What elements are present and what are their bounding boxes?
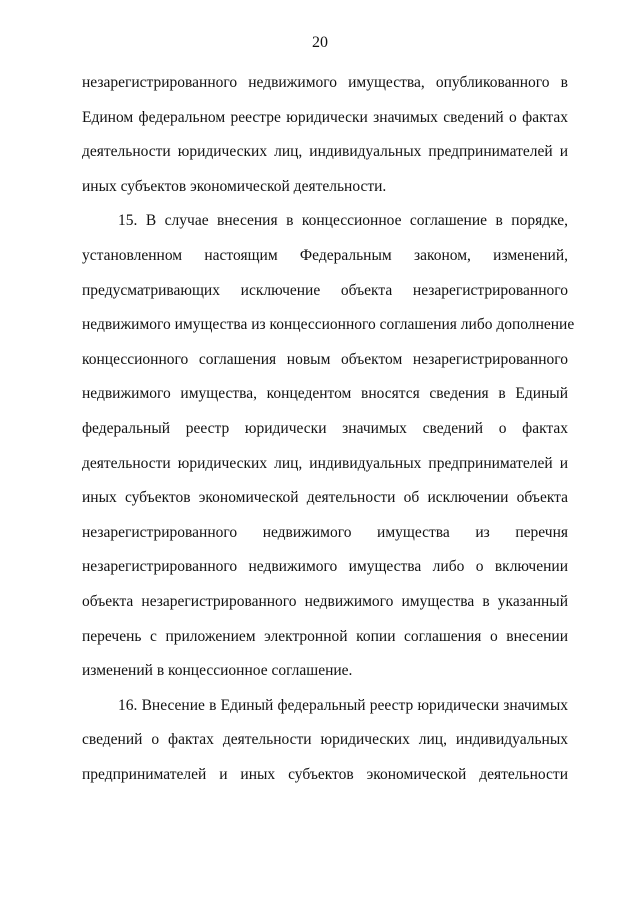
text-line: сведений о фактах деятельности юридических лиц, индивидуальных	[82, 731, 568, 749]
page-number: 20	[312, 34, 328, 51]
text-line: федеральный реестр юридически значимых сведений о фактах	[82, 419, 568, 437]
text-line: 16. Внесение в Единый федеральный реестр юридически значимых	[118, 696, 568, 714]
text-line: 15. В случае внесения в концессионное соглашение в порядке,	[118, 212, 568, 230]
text-line: изменений в концессионное соглашение.	[82, 662, 353, 680]
text-line: иных субъектов экономической деятельности об исключении объекта	[82, 489, 568, 507]
text-line: перечень с приложением электронной копии соглашения о внесении	[82, 627, 568, 645]
text-line: предусматривающих исключение объекта незарегистрированного	[82, 281, 568, 299]
text-line: предпринимателей и иных субъектов экономической деятельности	[82, 765, 568, 783]
text-line: Едином федеральном реестре юридически значимых сведений о фактах	[82, 108, 568, 126]
text-line: иных субъектов экономической деятельности.	[82, 177, 387, 195]
text-line: недвижимого имущества из концессионного соглашения либо дополнение	[82, 316, 575, 334]
text-line: незарегистрированного недвижимого имущества из перечня	[82, 523, 568, 541]
paragraph-item-16	[82, 689, 568, 793]
text-line: установленном настоящим Федеральным законом, изменений,	[82, 246, 568, 264]
text-line: объекта незарегистрированного недвижимого имущества в указанный	[82, 592, 568, 610]
text-line: незарегистрированного недвижимого имущества либо о включении	[82, 558, 568, 576]
text-line: деятельности юридических лиц, индивидуальных предпринимателей и	[82, 454, 568, 472]
paragraph-item-15	[82, 204, 575, 688]
text-line: незарегистрированного недвижимого имущества, опубликованного в	[82, 74, 568, 91]
text-line: недвижимого имущества, концедентом вносятся сведения в Единый	[82, 385, 568, 403]
text-line: деятельности юридических лиц, индивидуальных предпринимателей и	[82, 143, 568, 161]
paragraph-continuation	[82, 66, 568, 204]
text-line: концессионного соглашения новым объектом незарегистрированного	[82, 350, 568, 368]
document-body	[82, 66, 575, 792]
